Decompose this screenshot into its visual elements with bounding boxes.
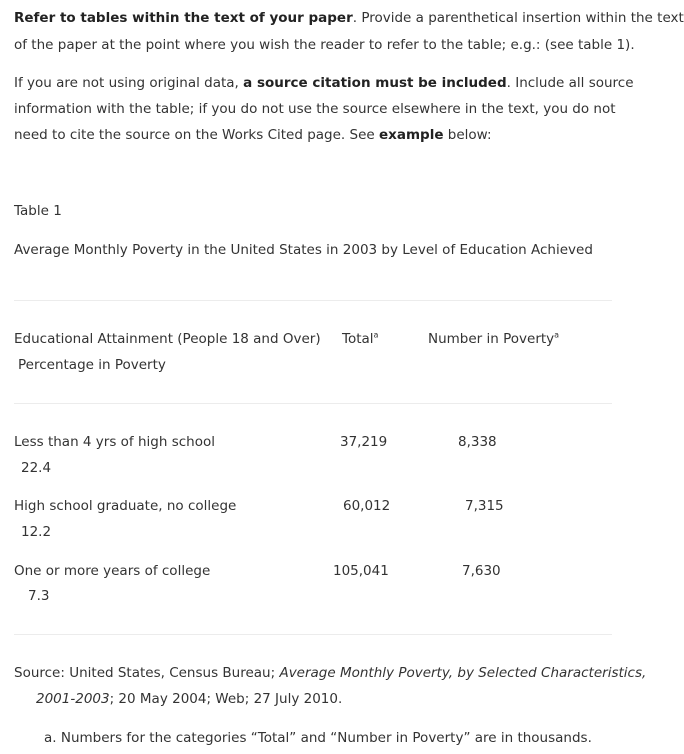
header-percentage-in-poverty: Percentage in Poverty [18, 357, 166, 373]
header-poverty-note: a [554, 330, 560, 340]
table-header-rule [14, 403, 612, 404]
table-label: Table 1 [14, 203, 62, 219]
table-top-rule [14, 300, 612, 301]
table-footnote [44, 725, 592, 751]
intro-paragraph-2-line-3: need to cite the source on the Works Cited page. See example below: [14, 127, 492, 143]
source-citation-line-2: 2001-2003; 20 May 2004; Web; 27 July 2010. [36, 691, 343, 707]
source-citation-line-1: Source: United States, Census Bureau; Average Monthly Poverty, by Selected Characteristics, [14, 665, 647, 681]
table-bottom-rule [14, 634, 612, 635]
intro-emphasis-citation: a source citation must be included [243, 75, 507, 91]
header-total-note: a [373, 330, 379, 340]
table-row-percent: 22.4 [21, 460, 52, 476]
header-total: Total$^a$ [342, 330, 379, 347]
header-number-in-poverty: Number in Poverty$^a$ [428, 330, 560, 347]
footnote-text: Numbers for the categories “Total” and “Number in Poverty” are in thousands. [60, 730, 592, 746]
header-educational-attainment: Educational Attainment (People 18 and Over) [14, 331, 321, 347]
table-row-category: Less than 4 yrs of high school [14, 434, 215, 450]
table-row-category: High school graduate, no college [14, 498, 237, 514]
table-row-percent: 12.2 [21, 524, 52, 540]
intro-emphasis-refer: Refer to tables within the text of your paper [14, 10, 353, 26]
table-title: Average Monthly Poverty in the United States in 2003 by Level of Education Achieved [14, 242, 593, 258]
intro-paragraph-2-line-2: information with the table; if you do not use the source elsewhere in the text, you do not [14, 101, 616, 117]
table-row-total: 60,012 [343, 498, 391, 514]
intro-paragraph-1-line-2: of the paper at the point where you wish the reader to refer to the table; e.g.: (see table 1). [14, 37, 635, 53]
source-title-years: 2001-2003 [36, 691, 110, 707]
intro-paragraph-1-line-1: Refer to tables within the text of your paper. Provide a parenthetical insertion within the text [14, 10, 684, 26]
table-row-total: 37,219 [340, 434, 388, 450]
source-title: Average Monthly Poverty, by Selected Characteristics, [279, 665, 647, 681]
table-row-poverty: 7,630 [462, 563, 501, 579]
table-row-percent: 7.3 [28, 588, 50, 604]
intro-paragraph-2-line-1: If you are not using original data, a source citation must be included. Include all source [14, 75, 634, 91]
table-row-category: One or more years of college [14, 563, 211, 579]
table-row-poverty: 8,338 [458, 434, 497, 450]
intro-emphasis-example: example [378, 127, 444, 143]
table-row-poverty: 7,315 [465, 498, 504, 514]
table-row-total: 105,041 [333, 563, 389, 579]
footnote-marker: a. [44, 730, 57, 746]
